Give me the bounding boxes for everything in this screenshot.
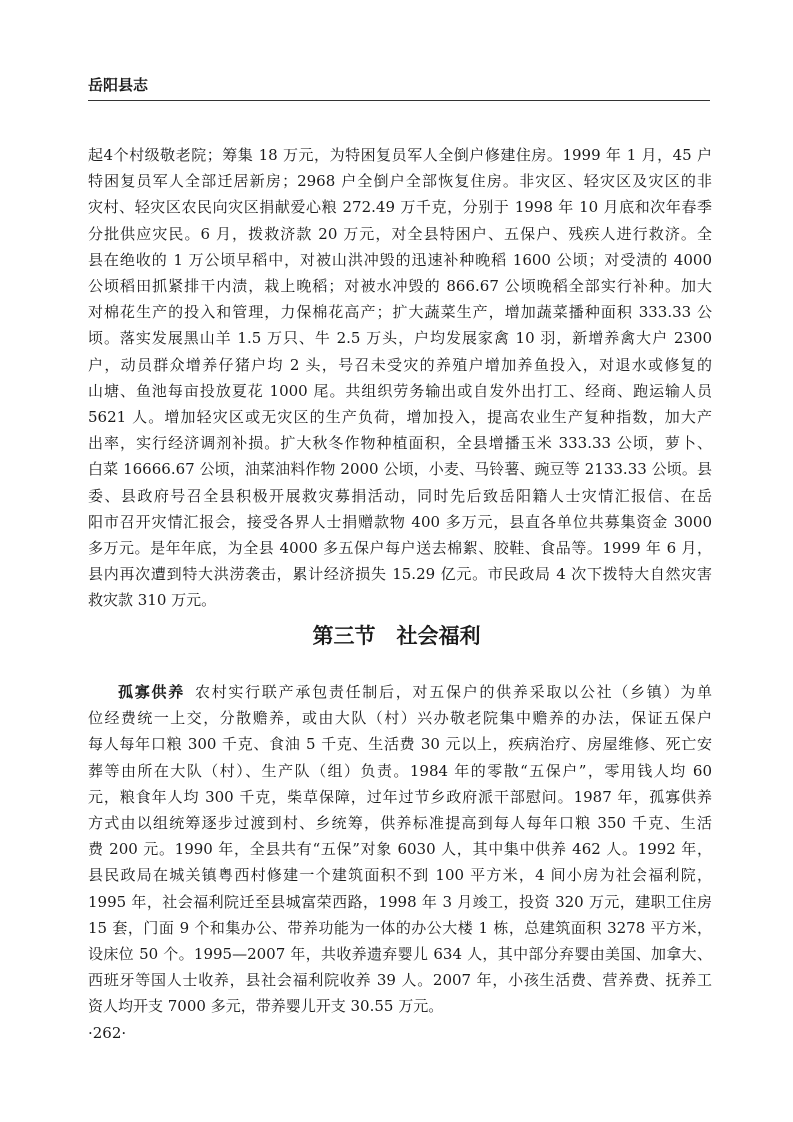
text-line: 特困复员军人全部迁居新房；2968 户全倒户全部恢复住房。非灾区、轻灾区及灾区的非 — [88, 172, 712, 191]
text-line: 5621 人。增加轻灾区或无灾区的生产负荷，增加投入，提高农业生产复种指数，加大产 — [88, 408, 712, 427]
text-line: 每人每年口粮 300 千克、食油 5 千克、生活费 30 元以上，疾病治疗、房屋维修、死亡安 — [88, 735, 712, 754]
text-line: 山塘、鱼池每亩投放夏花 1000 尾。共组织劳务输出或自发外出打工、经商、跑运输人员 — [88, 381, 712, 400]
paragraph-first-line — [88, 679, 712, 705]
text-line: 葬等由所在大队（村）、生产队（组）负责。1984 年的零散“五保户”，零用钱人均 60 — [88, 761, 712, 780]
text-line: 灾村、轻灾区农民向灾区捐献爱心粮 272.49 万千克，分别于 1998 年 10 月底和次年春季 — [88, 198, 712, 217]
paragraph-lead-term: 孤寡供养 — [118, 683, 185, 701]
text-line: 县民政局在城关镇粤西村修建一个建筑面积不到 100 平方米，4 间小房为社会福利院， — [88, 866, 712, 885]
header-rule — [88, 100, 710, 101]
paragraph-orphan-widow-support — [88, 679, 712, 1020]
text-line: 元，粮食年人均 300 千克，柴草保障，过年过节乡政府派干部慰问。1987 年，孤寡供养 — [88, 787, 712, 806]
section-title: 第三节 社会福利 — [312, 624, 481, 648]
text-line: 白菜 16666.67 公顷，油菜油料作物 2000 公顷，小麦、马铃薯、豌豆等 2133.33 公顷。县 — [88, 460, 712, 479]
text-line: 设床位 50 个。1995—2007 年，共收养遗弃婴儿 634 人，其中部分弃婴由美国、加拿大、 — [88, 945, 712, 964]
text-line: 对棉花生产的投入和管理，力保棉花高产；扩大蔬菜生产，增加蔬菜播种面积 333.33 公 — [88, 303, 712, 322]
running-head-title: 岳阳县志 — [88, 76, 149, 94]
text-line: 出率，实行经济调剂补损。扩大秋冬作物种植面积，全县增播玉米 333.33 公顷，萝卜、 — [88, 434, 712, 453]
text-line: 方式由以组统筹逐步过渡到村、乡统筹，供养标准提高到每人每年口粮 350 千克、生活 — [88, 814, 712, 833]
text-line: 顷。落实发展黑山羊 1.5 万只、牛 2.5 万头，户均发展家禽 10 羽，新增养禽大户 2300 — [88, 329, 712, 348]
text-line: 委、县政府号召全县积极开展救灾募捐活动，同时先后致岳阳籍人士灾情汇报信、在岳 — [88, 486, 712, 505]
page-number: ·262· — [88, 1024, 127, 1042]
text-line: 县内再次遭到特大洪涝袭击，累计经济损失 15.29 亿元。市民政局 4 次下拨特大自然灾害 — [88, 565, 712, 584]
text-line: 公顷稻田抓紧排干内渍，栽上晚稻；对被水冲毁的 866.67 公顷晚稻全部实行补种。加大 — [88, 277, 712, 296]
text-line: 起4个村级敬老院；筹集 18 万元，为特困复员军人全倒户修建住房。1999 年 1 月，45 户 — [88, 146, 712, 164]
text-line: 多万元。是年年底，为全县 4000 多五保户每户送去棉絮、胶鞋、食品等。1999 年 6 月， — [88, 539, 712, 558]
text-line: 1995 年，社会福利院迁至县城富荣西路，1998 年 3 月竣工，投资 320 万元，建职工住房 — [88, 892, 712, 911]
paragraph-disaster-relief — [88, 142, 712, 614]
text-line: 15 套，门面 9 个和集办公、带养功能为一体的办公大楼 1 栋，总建筑面积 3278 平方米， — [88, 918, 712, 937]
text-line: 费 200 元。1990 年，全县共有“五保”对象 6030 人，其中集中供养 462 人。1992 年， — [88, 840, 712, 859]
text-line: 县在绝收的 1 万公顷早稻中，对被山洪冲毁的迅速补种晚稻 1600 公顷；对受渍的 4000 — [88, 250, 712, 269]
text-line: 位经费统一上交，分散赡养，或由大队（村）兴办敬老院集中赡养的办法，保证五保户 — [88, 709, 712, 728]
text-line: 户，动员群众增养仔猪户均 2 头，号召未受灾的养殖户增加养鱼投入，对退水或修复的 — [88, 355, 712, 374]
text-line: 西班牙等国人士收养，县社会福利院收养 39 人。2007 年，小孩生活费、营养费、抚养工 — [88, 971, 712, 990]
paragraph-first-line-text: 农村实行联产承包责任制后，对五保户的供养采取以公社（乡镇）为单 — [194, 683, 712, 701]
text-line: 救灾款 310 万元。 — [88, 591, 217, 610]
text-line: 资人均开支 7000 多元，带养婴儿开支 30.55 万元。 — [88, 997, 444, 1016]
text-line: 分批供应灾民。6 月，拨救济款 20 万元，对全县特困户、五保户、残疾人进行救济。全 — [88, 224, 712, 243]
text-line: 阳市召开灾情汇报会，接受各界人士捐赠款物 400 多万元，县直各单位共募集资金 3000 — [88, 512, 712, 531]
